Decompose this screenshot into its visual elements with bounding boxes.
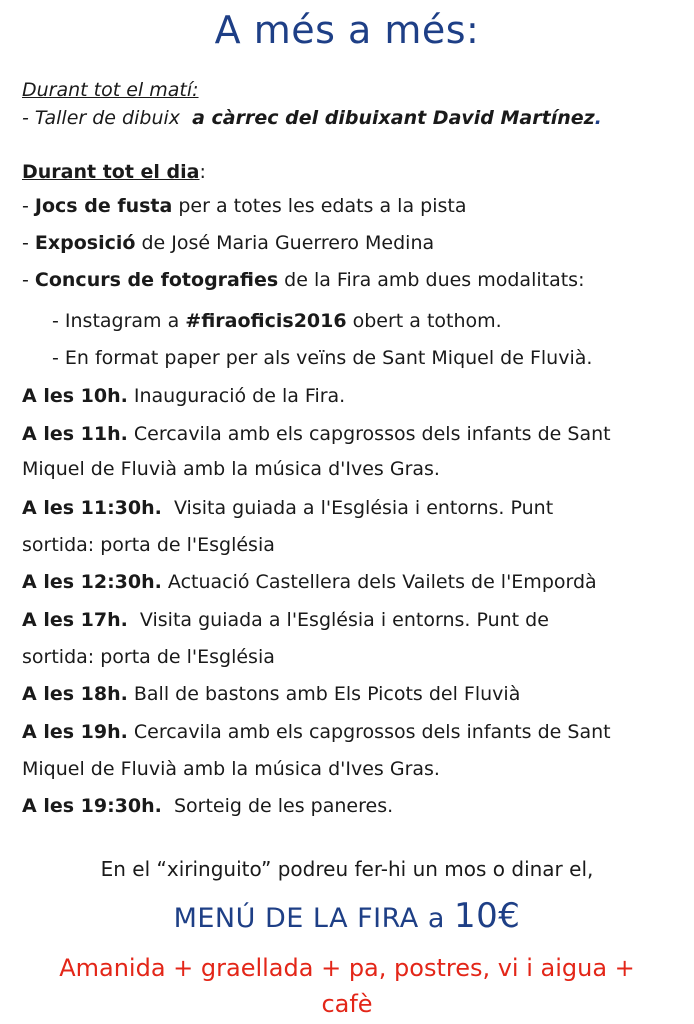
schedule-time: A les 19h. <box>22 721 128 743</box>
dia-item-dash: - <box>22 269 35 291</box>
schedule-entry <box>22 422 611 446</box>
dia-heading-colon: : <box>199 161 206 183</box>
dia-item-rest: per a totes les edats a la pista <box>172 195 467 217</box>
menu-a: a <box>427 903 445 934</box>
mati-item-dot: . <box>594 107 602 129</box>
schedule-entry <box>22 794 393 818</box>
schedule-text: Miquel de Fluvià amb la música d'Ives Gras. <box>22 758 440 780</box>
schedule-continuation <box>22 757 440 781</box>
schedule-continuation <box>22 533 275 557</box>
schedule-text: Cercavila amb els capgrossos dels infants de Sant <box>133 423 611 445</box>
schedule-time: A les 12:30h. <box>22 571 162 593</box>
mati-heading-text: Durant tot el matí: <box>22 79 199 101</box>
dia-item-dash: - <box>22 195 35 217</box>
schedule-continuation <box>22 645 275 669</box>
dia-item <box>22 194 466 218</box>
dia-item-rest: de José Maria Guerrero Medina <box>135 232 435 254</box>
dia-heading <box>22 160 206 184</box>
schedule-time: A les 19:30h. <box>22 795 162 817</box>
schedule-text: sortida: porta de l'Església <box>22 534 275 556</box>
schedule-text: Visita guiada a l'Església i entorns. Punt de <box>139 609 549 631</box>
page-title: A més a més: <box>214 8 480 52</box>
schedule-text: Inauguració de la Fira. <box>133 385 346 407</box>
mati-heading <box>22 78 199 102</box>
dia-item-bold: Jocs de fusta <box>34 195 173 217</box>
schedule-entry <box>22 496 553 520</box>
mati-item <box>22 106 602 130</box>
schedule-entry <box>22 384 345 408</box>
dia-subitem-bold: #firaoficis2016 <box>185 310 347 332</box>
schedule-time: A les 11h. <box>22 423 128 445</box>
dia-subitem-rest: obert a tothom. <box>346 310 502 332</box>
dia-item-dash: - <box>22 232 35 254</box>
schedule-continuation <box>22 457 440 481</box>
schedule-time: A les 17h. <box>22 609 128 631</box>
mati-item-prefix: - Taller de dibuix <box>22 107 181 129</box>
schedule-text: Ball de bastons amb Els Picots del Fluvià <box>133 683 521 705</box>
menu-items-line: Amanida + graellada + pa, postres, vi i aigua + <box>59 954 635 982</box>
dia-item <box>22 231 434 255</box>
schedule-entry <box>22 570 597 594</box>
dia-item-rest: de la Fira amb dues modalitats: <box>278 269 585 291</box>
menu-label: MENÚ DE LA FIRA <box>173 903 419 934</box>
schedule-text: Miquel de Fluvià amb la música d'Ives Gras. <box>22 458 440 480</box>
mati-item-rest: a càrrec del dibuixant David Martínez <box>192 107 595 129</box>
schedule-text: Cercavila amb els capgrossos dels infants de Sant <box>133 721 611 743</box>
schedule-time: A les 18h. <box>22 683 128 705</box>
xiringuito-text: En el “xiringuito” podreu fer-hi un mos o dinar el, <box>100 857 594 881</box>
dia-item-bold: Concurs de fotografies <box>34 269 279 291</box>
schedule-text: Visita guiada a l'Església i entorns. Punt <box>173 497 554 519</box>
dia-heading-text: Durant tot el dia <box>22 161 200 183</box>
schedule-entry <box>22 720 611 744</box>
dia-subitem <box>52 309 502 333</box>
schedule-text: Sorteig de les paneres. <box>173 795 394 817</box>
dia-item <box>22 268 584 292</box>
dia-subitem-pre: - Instagram a <box>52 310 186 332</box>
dia-item-bold: Exposició <box>34 232 136 254</box>
schedule-time: A les 11:30h. <box>22 497 162 519</box>
schedule-text: Actuació Castellera dels Vailets de l'Empordà <box>167 571 597 593</box>
schedule-time: A les 10h. <box>22 385 128 407</box>
dia-subitem-pre: - En format paper per als veïns de Sant Miquel de Fluvià. <box>52 347 593 369</box>
menu-price-line <box>0 896 694 936</box>
dia-subitem <box>52 346 592 370</box>
menu-items-line: cafè <box>321 990 373 1018</box>
menu-price: 10€ <box>454 896 521 936</box>
schedule-entry <box>22 682 520 706</box>
schedule-entry <box>22 608 549 632</box>
schedule-text: sortida: porta de l'Església <box>22 646 275 668</box>
